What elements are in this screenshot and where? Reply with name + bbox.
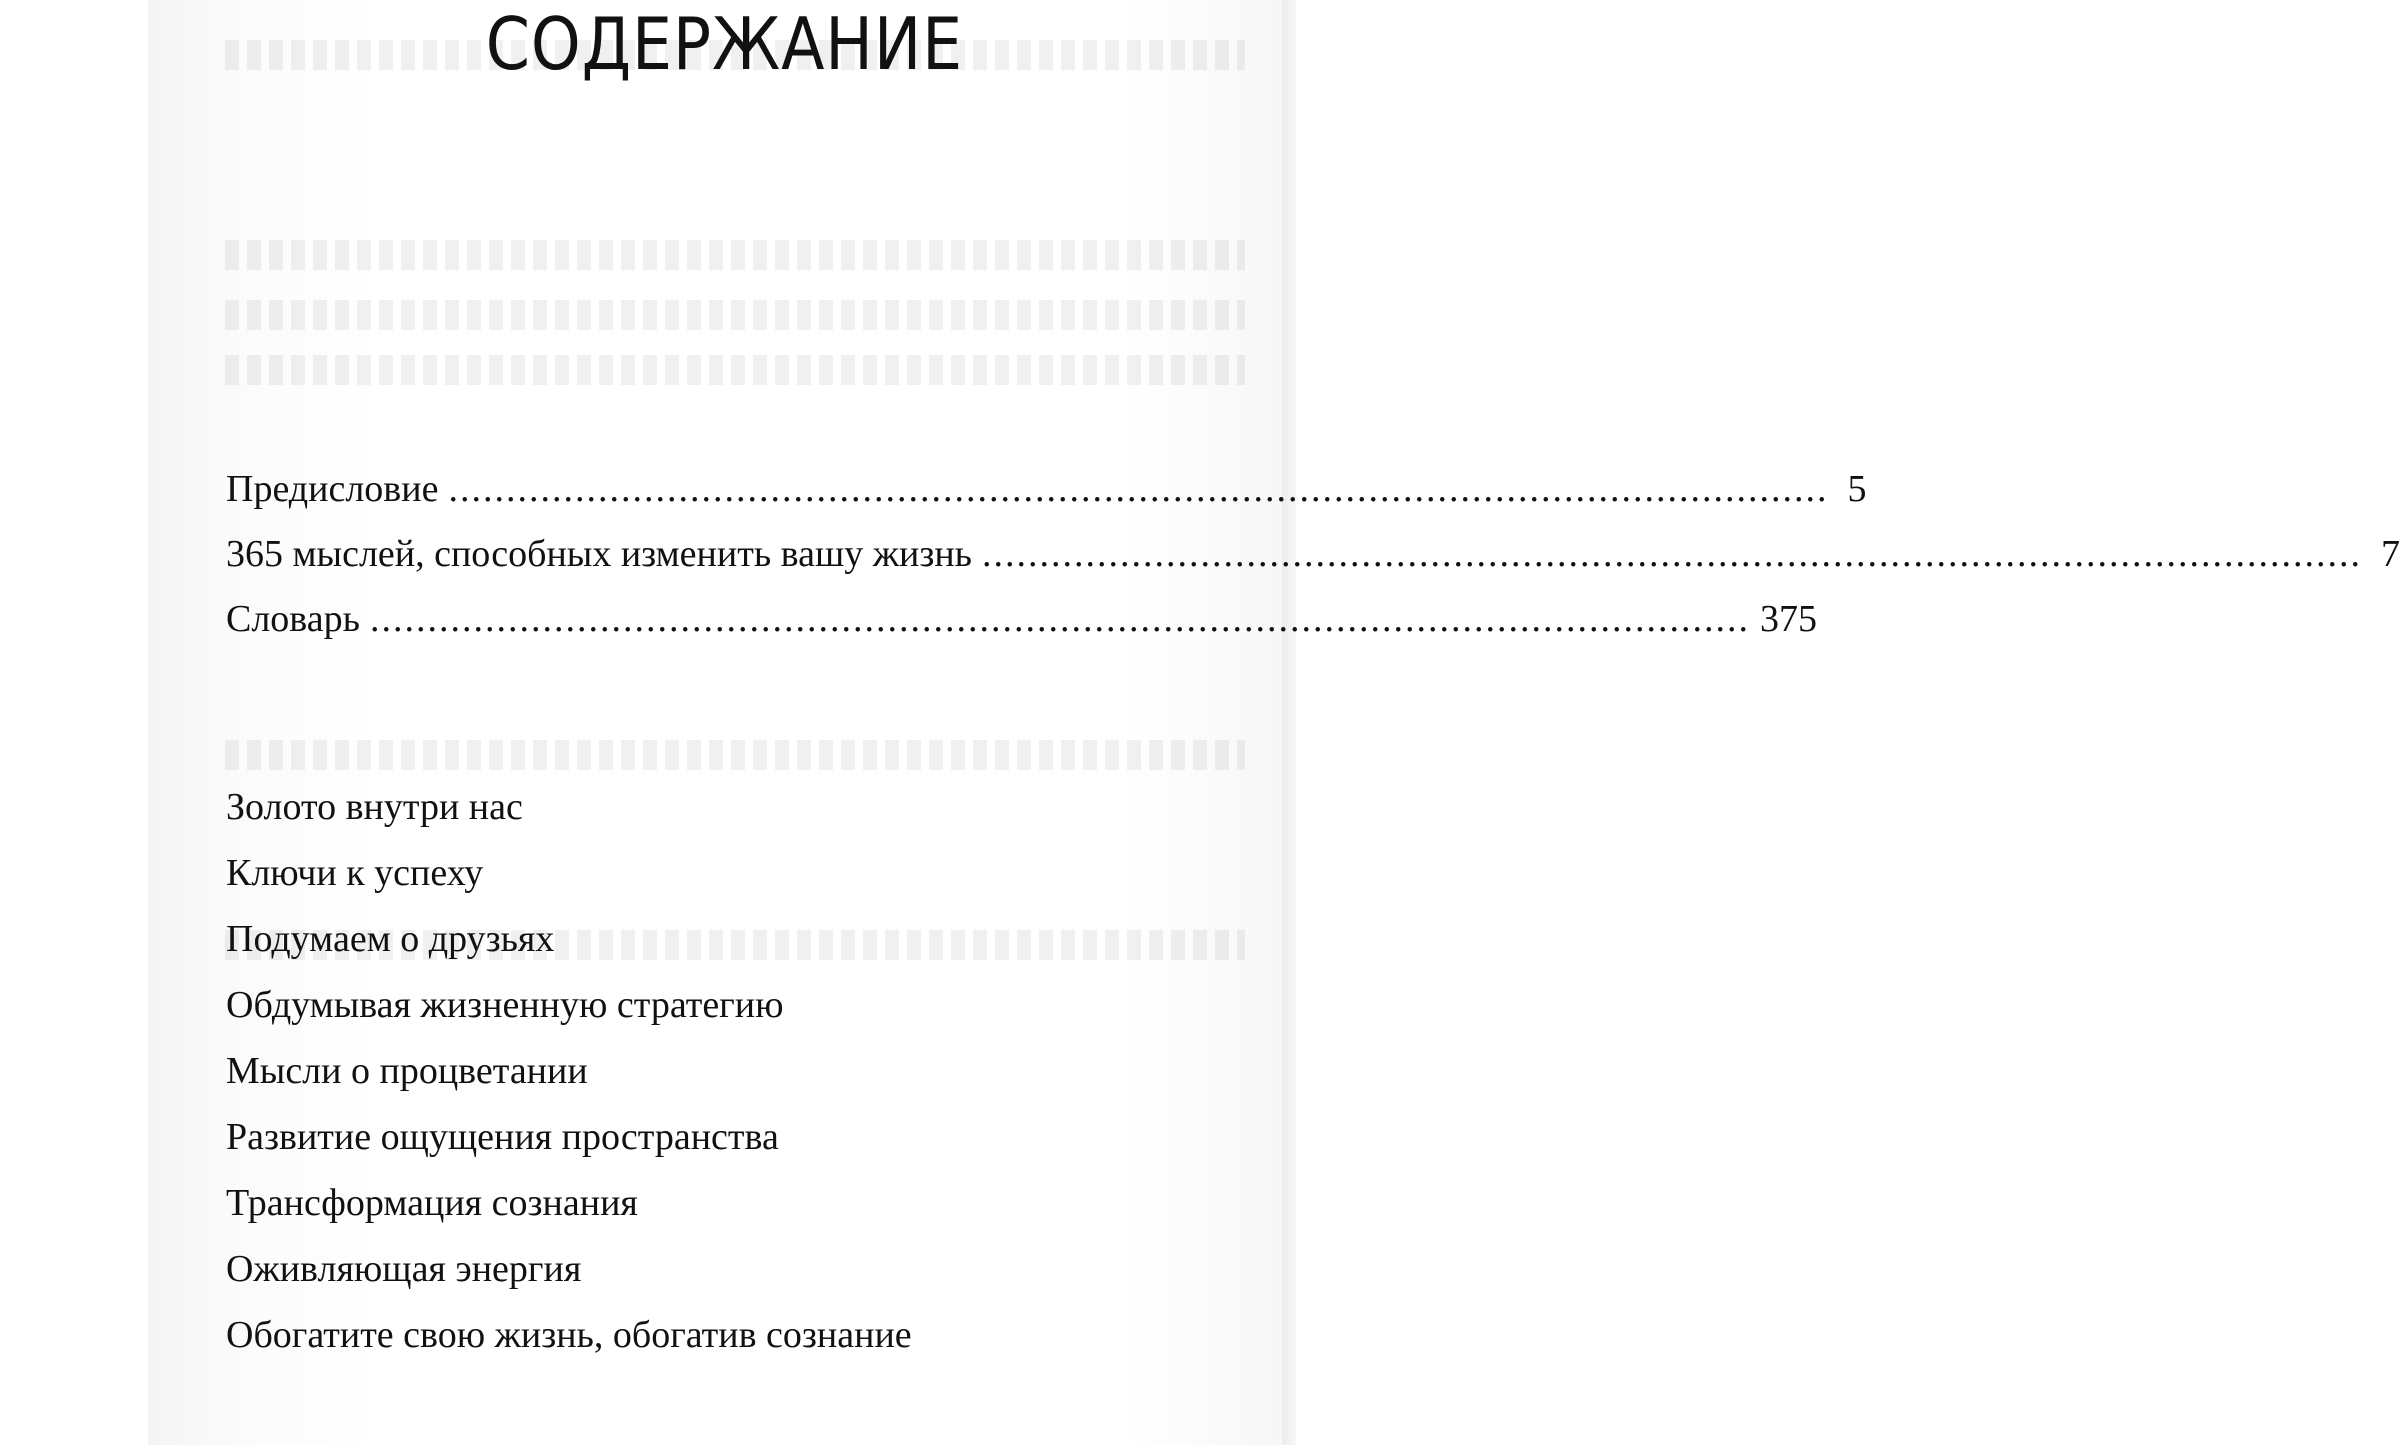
section-title: Мысли о процветании [226, 1050, 588, 1092]
section-title: Подумаем о друзьях [226, 918, 555, 960]
section-title: Обогатите свою жизнь, обогатив сознание [226, 1314, 912, 1356]
page-edge-shadow [1282, 0, 1296, 1445]
bleed-through-texture [225, 300, 1245, 330]
toc-entry[interactable] [226, 532, 2400, 582]
toc-entry-label: Предисловие [226, 468, 439, 510]
section-title: Обдумывая жизненную стратегию [226, 984, 784, 1026]
toc-entry-label: 365 мыслей, способных изменить вашу жизнь [226, 533, 972, 575]
toc-dot-leader: ........................................................................................................................ [982, 533, 2362, 575]
section-title: Развитие ощущения пространства [226, 1116, 779, 1158]
toc-dot-leader: ........................................................................................................................ [369, 598, 1750, 640]
section-title: Ключи к успеху [226, 852, 484, 894]
scan-margin-left [0, 0, 148, 1445]
page-title: СОДЕРЖАНИЕ [485, 2, 964, 86]
section-title: Трансформация сознания [226, 1182, 638, 1224]
bleed-through-texture [225, 355, 1245, 385]
toc-entry[interactable] [226, 597, 1817, 647]
bleed-through-texture [225, 240, 1245, 270]
section-title: Золото внутри нас [226, 786, 523, 828]
toc-dot-leader: ........................................................................................................................ [448, 468, 1829, 510]
section-title: Оживляющая энергия [226, 1248, 582, 1290]
toc-entry-label: Словарь [226, 598, 360, 640]
toc-entry[interactable] [226, 467, 1867, 517]
toc-entry-page: 5 [1847, 468, 1867, 510]
toc-entry-page: 375 [1759, 598, 1817, 640]
paper-sheet [148, 0, 1296, 1445]
scan-margin-right [1296, 0, 1445, 1445]
toc-entry-page: 7 [2381, 533, 2400, 575]
bleed-through-texture [225, 740, 1245, 770]
